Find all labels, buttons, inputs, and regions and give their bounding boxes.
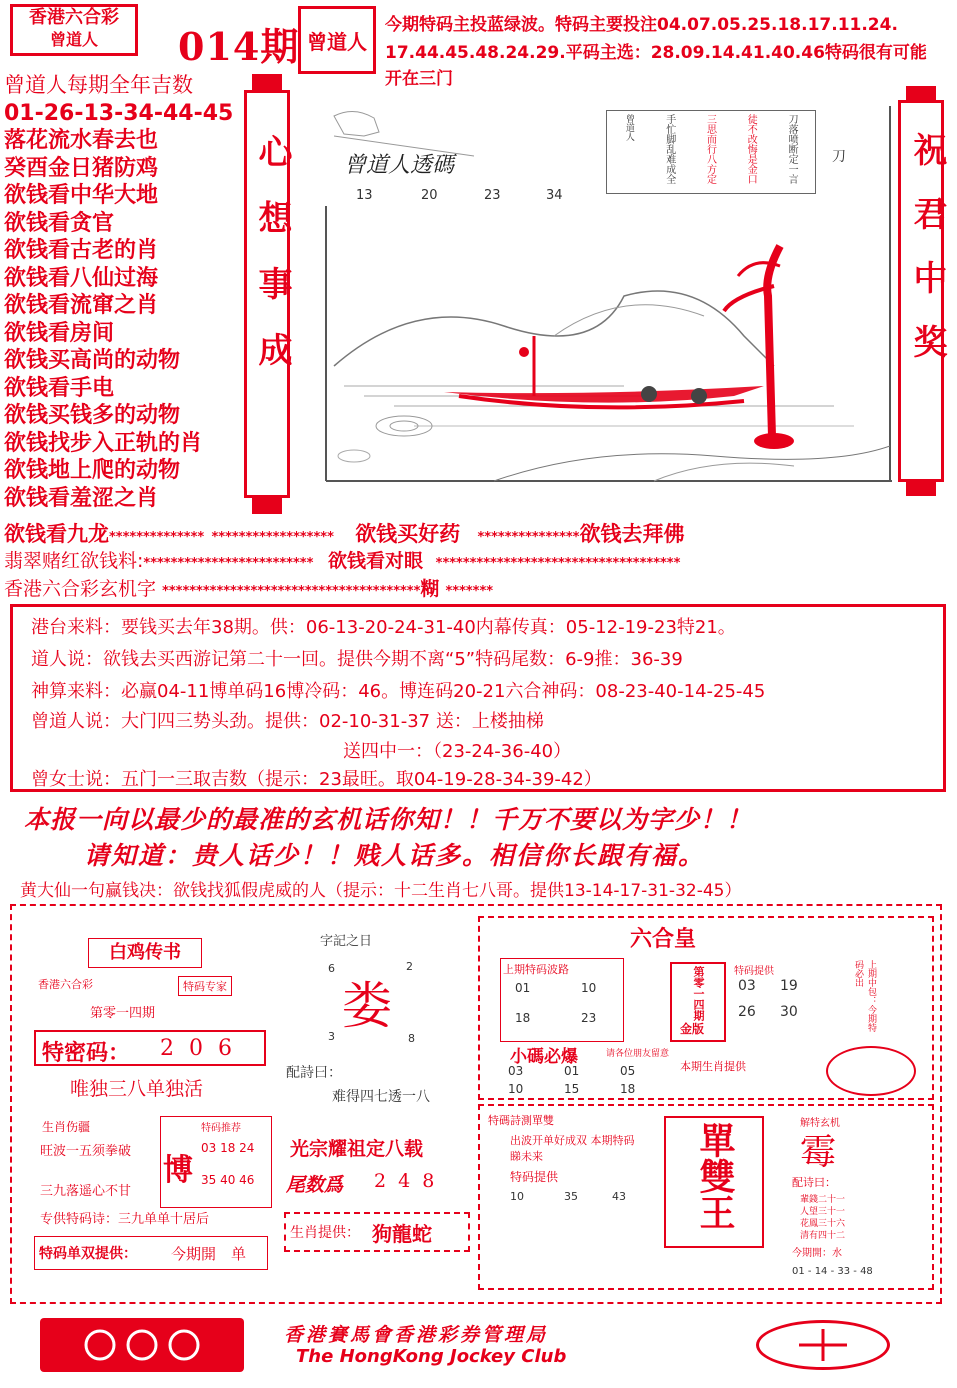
riddle-line-3 bbox=[4, 574, 493, 601]
small-title: 小碼必爆 bbox=[510, 1047, 578, 1067]
rb-right-char: 霉 bbox=[800, 1132, 837, 1173]
footer-cn: 香港賽馬會香港彩券管理局 bbox=[284, 1324, 549, 1346]
tema-desc: 唯独三八单独活 bbox=[70, 1078, 204, 1100]
riddle-text: 欲钱看对眼 bbox=[328, 550, 424, 572]
painting-number: 20 bbox=[421, 188, 438, 203]
rb-right-line: 輩錢二十一 bbox=[800, 1195, 846, 1205]
poem-box bbox=[606, 110, 816, 194]
riddle-stars: ************** bbox=[109, 530, 205, 545]
riddle-stars: ************************************ bbox=[435, 556, 681, 571]
info-box bbox=[10, 604, 946, 792]
jockey-club-emblem-icon bbox=[759, 1323, 887, 1367]
list-item: 欲钱看手电 bbox=[4, 375, 115, 401]
shengxiao-line: 三九落遥心不甘 bbox=[40, 1184, 132, 1199]
rb-big-title: 單雙王 bbox=[694, 1122, 736, 1230]
info-line: 道人说：欲钱去买西游记第二十一回。提供今期不离“5”特码尾数：6-9推：36-39 bbox=[31, 649, 683, 670]
middle-num: 8 bbox=[408, 1032, 415, 1045]
right-top-side-note: 上期中包：今期特码必出 bbox=[853, 960, 876, 1032]
middle-num: 3 bbox=[328, 1030, 335, 1043]
riddle-text: 翡翠赌红欲钱料: bbox=[4, 550, 144, 572]
small-num: 03 bbox=[508, 1064, 524, 1078]
poem-line: 徒不改悔是金口 bbox=[745, 114, 757, 184]
wave-num: 01 bbox=[515, 981, 531, 995]
zodiac-label: 生肖提供： bbox=[290, 1225, 360, 1241]
bo-head: 特码推荐 bbox=[201, 1123, 241, 1134]
single-double-box bbox=[34, 1236, 268, 1270]
painting-number: 23 bbox=[484, 188, 501, 203]
list-item: 欲钱看流窜之肖 bbox=[4, 293, 159, 318]
left-subpanel-title: 白鸡传书 bbox=[109, 942, 181, 963]
single-double-value: 今期開 单 bbox=[171, 1245, 247, 1263]
wave-num: 23 bbox=[581, 1011, 597, 1025]
rb-right-line: 清有四十二 bbox=[800, 1231, 846, 1241]
logo-line2: 曾道人 bbox=[49, 30, 98, 49]
wave-num: 10 bbox=[581, 981, 597, 995]
zodiac-value: 狗龍蛇 bbox=[372, 1222, 432, 1246]
riddle-stars: *************** bbox=[477, 530, 580, 545]
small-num: 10 bbox=[508, 1082, 524, 1096]
poem-top-char: 刀 bbox=[832, 149, 846, 165]
info-line: 港台来料：要钱买去年38期。供：06-13-20-24-31-40内幕传真：05-12-19-23特21。 bbox=[31, 617, 736, 638]
slogan-1: 本报一向以最少的最准的玄机话你知！！千万不要以为字少！！ bbox=[24, 805, 753, 834]
list-item: 欲钱看房间 bbox=[4, 320, 115, 346]
rb-title: 特碼詩測單雙 bbox=[488, 1114, 554, 1127]
riddle-text: 欲钱买好药 bbox=[355, 522, 461, 546]
shengxiao-label: 生肖伤疆 bbox=[42, 1120, 91, 1134]
slogan-2: 请知道：贵人话少！！贱人话多。相信你长跟有福。 bbox=[84, 841, 706, 870]
info-line: 送四中一：（23-24-36-40） bbox=[343, 741, 572, 762]
riddle-text: 欲钱去拜佛 bbox=[579, 522, 685, 546]
riddle-stars: ************************************** bbox=[162, 584, 421, 599]
rb-poem: 出波开单好成双 本期特码睇未来 bbox=[510, 1134, 635, 1163]
middle-poem-label: 配詩曰： bbox=[286, 1065, 342, 1081]
issue-box bbox=[670, 962, 726, 1042]
left-list-numbers: 01-26-13-34-44-45 bbox=[4, 100, 234, 126]
wave-box bbox=[500, 958, 624, 1042]
riddle-stars: ****************** bbox=[211, 530, 334, 545]
right-top-title: 六合皇 bbox=[630, 926, 697, 952]
intro-line2: 17.44.45.48.24.29.平码主选：28.09.14.41.40.46特码很有可能 bbox=[385, 43, 927, 63]
list-item: 欲钱买钱多的动物 bbox=[4, 403, 181, 428]
list-item: 欲钱看八仙过海 bbox=[4, 265, 159, 291]
right-top-tema-title: 特码提供 bbox=[734, 966, 774, 977]
middle-poem: 难得四七透一八 bbox=[332, 1089, 430, 1105]
list-item: 欲钱看羞涩之肖 bbox=[4, 485, 159, 511]
tema-label: 特密码： bbox=[42, 1040, 131, 1066]
bo-label: 博 bbox=[163, 1153, 193, 1188]
rb-single-label: 今期開：水 bbox=[792, 1248, 842, 1259]
rb-right-title: 解特玄机 bbox=[800, 1118, 840, 1129]
rb-tema-num: 10 bbox=[510, 1190, 524, 1203]
middle-subpanel bbox=[280, 926, 470, 1286]
rb-right-line: 花鳳三十六 bbox=[800, 1219, 846, 1229]
bo-row: 35 40 46 bbox=[201, 1173, 255, 1187]
left-subpanel-sub-right: 特码专家 bbox=[178, 976, 232, 996]
poem-line: 刀落喷断定一言 bbox=[786, 114, 798, 184]
middle-slogan: 光宗耀祖定八载 bbox=[290, 1138, 424, 1160]
tail-value: 2 4 8 bbox=[374, 1170, 438, 1192]
small-num: 01 bbox=[564, 1064, 580, 1078]
bo-box bbox=[160, 1116, 272, 1208]
middle-char: 娄 bbox=[342, 977, 392, 1035]
logo-box bbox=[10, 4, 138, 56]
painting bbox=[294, 96, 894, 486]
riddle-text: 糊 bbox=[420, 578, 440, 600]
rb-tema-num: 35 bbox=[564, 1190, 578, 1203]
right-top-issue: 第零一四期 bbox=[692, 966, 705, 1021]
left-list-title: 曾道人每期全年吉数 bbox=[4, 73, 193, 97]
list-item: 癸酉金日猪防鸡 bbox=[4, 155, 159, 181]
rb-poem-label: 配诗曰： bbox=[792, 1176, 836, 1189]
scroll-left bbox=[244, 74, 290, 514]
footer-logo-left bbox=[40, 1318, 244, 1372]
intro-line3: 开在三门 bbox=[385, 69, 453, 89]
riddle-stars: ************************* bbox=[143, 556, 314, 571]
poem-sign: 曾道人 bbox=[623, 114, 634, 141]
painting-number: 13 bbox=[356, 188, 373, 203]
footer-en: The HongKong Jockey Club bbox=[296, 1346, 567, 1367]
wave-num: 18 bbox=[515, 1011, 531, 1025]
tema-value: 2 0 6 bbox=[160, 1036, 236, 1061]
painting-title: 曾道人透碼 bbox=[344, 153, 455, 178]
middle-num: 6 bbox=[328, 962, 335, 975]
bo-row: 03 18 24 bbox=[201, 1141, 255, 1155]
issue-number: 014期 bbox=[178, 24, 300, 69]
left-subpanel bbox=[30, 930, 272, 1286]
list-item: 欲钱看中华大地 bbox=[4, 183, 159, 208]
poem-line: 手忙脚乱难成全 bbox=[663, 114, 675, 184]
seal-text: 曾道人 bbox=[307, 29, 367, 54]
tema-box bbox=[734, 962, 818, 1038]
poem-line: 专供特码诗：三九单单十居后 bbox=[40, 1212, 210, 1227]
list-item: 欲钱看贪官 bbox=[4, 210, 115, 236]
seal bbox=[298, 6, 376, 74]
footer-logo-right bbox=[756, 1320, 890, 1370]
zodiac-circle bbox=[826, 1046, 916, 1096]
riddle-text: 香港六合彩玄机字 bbox=[4, 578, 157, 600]
scroll-left-text: 心想事成 bbox=[252, 134, 292, 398]
rb-bottom-nums: 01 - 14 - 33 - 48 bbox=[792, 1266, 873, 1277]
painting-number: 34 bbox=[546, 188, 563, 203]
middle-title: 字記之日 bbox=[320, 934, 373, 949]
single-double-label: 特码单双提供： bbox=[39, 1246, 137, 1262]
riddle-line-1 bbox=[4, 518, 684, 548]
list-item: 欲钱买高尚的动物 bbox=[4, 348, 181, 373]
riddle-stars: ******* bbox=[445, 584, 494, 599]
small-num: 15 bbox=[564, 1082, 580, 1096]
shengxiao-line: 旺波一五须拳破 bbox=[40, 1144, 132, 1159]
tema-num: 26 bbox=[738, 1004, 756, 1020]
info-line: 神算来料：必赢04-11博单码16博冷码：46。博连码20-21六合神码：08-23-40-14-25-45 bbox=[31, 681, 766, 702]
tail-label: 尾数爲 bbox=[286, 1174, 344, 1196]
scroll-right bbox=[898, 86, 947, 496]
tema-num: 19 bbox=[780, 978, 798, 994]
riddle-line-2 bbox=[4, 546, 680, 573]
logo-line1: 香港六合彩 bbox=[29, 7, 119, 28]
right-top-edition: 金版 bbox=[680, 1022, 705, 1036]
left-subpanel-issue: 第零一四期 bbox=[90, 1006, 156, 1021]
rb-big-box bbox=[664, 1116, 764, 1248]
list-item: 欲钱看古老的肖 bbox=[4, 238, 159, 263]
intro-line1: 今期特码主投蓝绿波。特码主要投注04.07.05.25.18.17.11.24. bbox=[385, 15, 898, 35]
info-line: 曾女士说：五门一三取吉数（提示：23最旺。取04-19-28-34-39-42） bbox=[31, 769, 602, 790]
scroll-right-text: 祝君中奖 bbox=[907, 132, 947, 388]
right-top-subpanel bbox=[478, 916, 934, 1100]
zodiac-box bbox=[284, 1212, 470, 1252]
rb-tema-label: 特码提供 bbox=[510, 1170, 559, 1184]
poem-line: 三思而行八方定 bbox=[704, 114, 716, 184]
tema-num: 30 bbox=[780, 1004, 798, 1020]
knot-icon bbox=[40, 1318, 244, 1372]
riddle-text: 欲钱看九龙 bbox=[4, 522, 109, 546]
left-subpanel-sub-left: 香港六合彩 bbox=[38, 978, 93, 991]
shengxiao-title: 本期生肖提供 bbox=[680, 1060, 746, 1073]
wave-title: 上期特码波路 bbox=[503, 963, 569, 976]
right-bottom-subpanel bbox=[478, 1104, 934, 1290]
small-num: 05 bbox=[620, 1064, 636, 1078]
small-num: 18 bbox=[620, 1082, 636, 1096]
left-subpanel-title-box bbox=[88, 938, 202, 968]
huang-line: 黄大仙一句赢钱决：欲钱找狐假虎威的人（提示：十二生肖七八哥。提供13-14-17-31-32-45） bbox=[20, 881, 742, 901]
list-item: 落花流水春去也 bbox=[4, 128, 159, 153]
rb-tema-num: 43 bbox=[612, 1190, 626, 1203]
rb-right-line: 人望三十一 bbox=[800, 1207, 846, 1217]
tema-box bbox=[34, 1030, 266, 1066]
info-line: 曾道人说：大门四三势头劲。提供：02-10-31-37 送：上楼抽梯 bbox=[31, 711, 544, 732]
middle-num: 2 bbox=[406, 960, 413, 973]
small-note: 请各位朋友留意 bbox=[606, 1049, 670, 1059]
tema-num: 03 bbox=[738, 978, 756, 994]
list-item: 欲钱地上爬的动物 bbox=[4, 458, 181, 483]
list-item: 欲钱找步入正轨的肖 bbox=[4, 430, 203, 456]
left-riddle-list bbox=[4, 72, 233, 512]
